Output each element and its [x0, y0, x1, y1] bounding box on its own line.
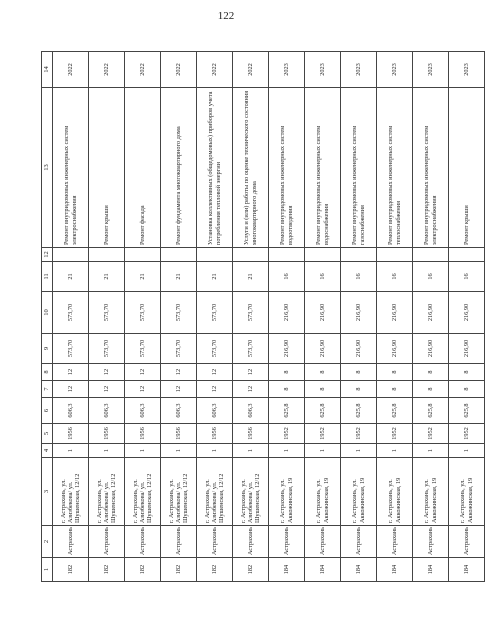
table-cell: [449, 248, 485, 262]
table-cell: 573,70: [125, 292, 161, 334]
table-cell: 21: [233, 262, 269, 292]
table-cell: г. Астрахань, ул. Аккожинская, 19: [305, 458, 341, 526]
table-cell: 8: [449, 381, 485, 398]
column-header-4: 4: [42, 444, 53, 458]
table-cell: [89, 248, 125, 262]
table-cell: г. Астрахань, ул. Азизбекова/ ул. Шушенская, 12/12: [161, 458, 197, 526]
table-cell: 1956: [89, 424, 125, 444]
column-header-1: 1: [42, 558, 53, 582]
table-cell: 625,8: [413, 398, 449, 424]
table-cell: 1: [305, 444, 341, 458]
table-cell: [197, 248, 233, 262]
table-cell: г. Астрахань, ул. Азизбекова/ ул. Шушенская, 12/12: [233, 458, 269, 526]
table-cell: Ремонт внутридомовых инженерных систем водоснабжения: [305, 88, 341, 248]
table-cell: [377, 248, 413, 262]
rotated-table-wrapper: [41, 52, 474, 582]
table-cell: 2022: [125, 52, 161, 88]
table-cell: 21: [197, 262, 233, 292]
table-cell: 184: [269, 558, 305, 582]
table-row: [53, 52, 89, 582]
table-cell: 12: [233, 381, 269, 398]
column-header-9: 9: [42, 334, 53, 364]
table-cell: 8: [305, 381, 341, 398]
table-cell: 216,90: [413, 334, 449, 364]
table-row: [341, 52, 377, 582]
table-cell: 1956: [53, 424, 89, 444]
table-cell: 12: [89, 381, 125, 398]
table-row: [305, 52, 341, 582]
table-row: [233, 52, 269, 582]
table-row: [197, 52, 233, 582]
column-header-7: 7: [42, 381, 53, 398]
column-header-3: 3: [42, 458, 53, 526]
table-cell: Услуги и (или) работы по оценке технического состояния многоквартирного дома: [233, 88, 269, 248]
table-cell: 216,90: [341, 334, 377, 364]
table-cell: 1: [413, 444, 449, 458]
table-cell: 1952: [305, 424, 341, 444]
table-cell: [53, 248, 89, 262]
table-cell: 625,8: [449, 398, 485, 424]
table-cell: 8: [341, 364, 377, 381]
table-cell: 1956: [161, 424, 197, 444]
table-cell: 1952: [377, 424, 413, 444]
table-cell: 1956: [233, 424, 269, 444]
table-cell: 8: [413, 381, 449, 398]
table-cell: Ремонт крыши: [449, 88, 485, 248]
table-cell: 21: [161, 262, 197, 292]
table-cell: 1: [377, 444, 413, 458]
table-cell: 2023: [413, 52, 449, 88]
table-cell: 8: [377, 381, 413, 398]
table-cell: Ремонт внутридомовых инженерных систем теплоснабжения: [377, 88, 413, 248]
table-cell: 8: [269, 381, 305, 398]
table-cell: Астрахань: [449, 526, 485, 558]
table-cell: 182: [233, 558, 269, 582]
table-cell: 182: [125, 558, 161, 582]
table-cell: Астрахань: [89, 526, 125, 558]
table-cell: 1: [161, 444, 197, 458]
table-cell: 606,3: [53, 398, 89, 424]
table-cell: 1: [449, 444, 485, 458]
table-cell: Астрахань: [269, 526, 305, 558]
table-cell: 184: [341, 558, 377, 582]
table-cell: 1: [53, 444, 89, 458]
table-cell: [305, 248, 341, 262]
table-cell: 16: [269, 262, 305, 292]
table-cell: [161, 248, 197, 262]
table-cell: 216,90: [305, 292, 341, 334]
table-cell: 2022: [53, 52, 89, 88]
column-header-6: 6: [42, 398, 53, 424]
table-cell: 216,90: [341, 292, 377, 334]
table-cell: 573,70: [161, 334, 197, 364]
table-cell: 573,70: [89, 334, 125, 364]
table-cell: 184: [377, 558, 413, 582]
table-cell: Астрахань: [233, 526, 269, 558]
table-cell: 216,90: [269, 292, 305, 334]
table-cell: 573,70: [233, 292, 269, 334]
table-cell: 2023: [305, 52, 341, 88]
table-cell: 606,3: [125, 398, 161, 424]
table-cell: Астрахань: [53, 526, 89, 558]
table-cell: Астрахань: [413, 526, 449, 558]
table-cell: 625,8: [269, 398, 305, 424]
column-header-2: 2: [42, 526, 53, 558]
table-cell: 16: [341, 262, 377, 292]
table-cell: Астрахань: [341, 526, 377, 558]
table-cell: 606,3: [161, 398, 197, 424]
table-cell: 573,70: [89, 292, 125, 334]
table-cell: 573,70: [53, 292, 89, 334]
table-cell: 182: [89, 558, 125, 582]
table-cell: г. Астрахань, ул. Аккожинская, 19: [449, 458, 485, 526]
table-cell: 2022: [161, 52, 197, 88]
table-cell: г. Астрахань, ул. Азизбекова/ ул. Шушенская, 12/12: [89, 458, 125, 526]
table-cell: 1: [341, 444, 377, 458]
table-cell: 1952: [413, 424, 449, 444]
table-cell: 182: [197, 558, 233, 582]
table-cell: 216,90: [449, 292, 485, 334]
table-cell: 12: [197, 381, 233, 398]
table-cell: Ремонт фасада: [125, 88, 161, 248]
table-cell: [413, 248, 449, 262]
table-cell: 21: [125, 262, 161, 292]
table-cell: 573,70: [161, 292, 197, 334]
table-row: [269, 52, 305, 582]
table-cell: 2022: [197, 52, 233, 88]
table-row: [89, 52, 125, 582]
capital-repair-table: [41, 51, 485, 582]
table-cell: 12: [89, 364, 125, 381]
table-cell: 573,70: [197, 334, 233, 364]
table-cell: 16: [305, 262, 341, 292]
table-cell: 1952: [269, 424, 305, 444]
table-cell: 2022: [89, 52, 125, 88]
table-cell: г. Астрахань, ул. Аккожинская, 19: [377, 458, 413, 526]
table-cell: 216,90: [377, 334, 413, 364]
table-cell: [269, 248, 305, 262]
table-cell: 12: [53, 381, 89, 398]
column-header-5: 5: [42, 424, 53, 444]
table-cell: 625,8: [377, 398, 413, 424]
table-cell: 184: [305, 558, 341, 582]
table-cell: 573,70: [125, 334, 161, 364]
table-cell: 12: [197, 364, 233, 381]
table-cell: г. Астрахань, ул. Аккожинская, 19: [341, 458, 377, 526]
table-cell: г. Астрахань, ул. Азизбекова/ ул. Шушенская, 12/12: [125, 458, 161, 526]
table-cell: 2023: [269, 52, 305, 88]
table-cell: 573,70: [53, 334, 89, 364]
table-cell: 606,3: [89, 398, 125, 424]
table-cell: 573,70: [197, 292, 233, 334]
table-cell: 606,3: [233, 398, 269, 424]
table-cell: Ремонт фундамента многоквартирного дома: [161, 88, 197, 248]
table-cell: 216,90: [449, 334, 485, 364]
table-cell: 606,3: [197, 398, 233, 424]
table-cell: Астрахань: [197, 526, 233, 558]
table-cell: 1956: [197, 424, 233, 444]
table-cell: Астрахань: [377, 526, 413, 558]
table-cell: 16: [377, 262, 413, 292]
table-cell: 16: [449, 262, 485, 292]
table-cell: [233, 248, 269, 262]
table-cell: Ремонт внутридомовых инженерных систем электроснабжения: [53, 88, 89, 248]
table-cell: 216,90: [377, 292, 413, 334]
table-cell: 12: [125, 364, 161, 381]
column-header-10: 10: [42, 292, 53, 334]
table-cell: 8: [269, 364, 305, 381]
table-cell: Ремонт внутридомовых инженерных систем газоснабжения: [341, 88, 377, 248]
table-row: [449, 52, 485, 582]
table-cell: 625,8: [341, 398, 377, 424]
table-cell: 8: [413, 364, 449, 381]
table-cell: 1: [269, 444, 305, 458]
table-cell: [341, 248, 377, 262]
column-header-12: 12: [42, 248, 53, 262]
table-row: [161, 52, 197, 582]
table-cell: 1956: [125, 424, 161, 444]
table-cell: 12: [125, 381, 161, 398]
table-cell: 182: [161, 558, 197, 582]
table-cell: 1: [233, 444, 269, 458]
table-cell: 21: [89, 262, 125, 292]
table-cell: г. Астрахань, ул. Азизбекова/ ул. Шушенская, 12/12: [53, 458, 89, 526]
table-cell: 2023: [377, 52, 413, 88]
table-cell: Астрахань: [125, 526, 161, 558]
table-cell: 16: [413, 262, 449, 292]
table-cell: 1: [125, 444, 161, 458]
table-cell: 8: [377, 364, 413, 381]
column-header-11: 11: [42, 262, 53, 292]
table-body: [53, 52, 485, 582]
table-cell: Астрахань: [305, 526, 341, 558]
table-cell: 573,70: [233, 334, 269, 364]
column-header-8: 8: [42, 364, 53, 381]
table-cell: 12: [161, 381, 197, 398]
table-cell: 1: [197, 444, 233, 458]
table-cell: 216,90: [269, 334, 305, 364]
table-cell: 1952: [341, 424, 377, 444]
table-cell: 21: [53, 262, 89, 292]
header-row: [42, 52, 53, 582]
table-cell: 2023: [341, 52, 377, 88]
page-number: 122: [217, 10, 235, 22]
table-cell: 12: [53, 364, 89, 381]
table-cell: Ремонт внутридомовых инженерных систем водоотведения: [269, 88, 305, 248]
table-cell: Установка коллективных (общедомовых) приборов учета потребления тепловой энергии: [197, 88, 233, 248]
table-cell: 8: [449, 364, 485, 381]
table-cell: 2023: [449, 52, 485, 88]
table-cell: 2022: [233, 52, 269, 88]
table-cell: Астрахань: [161, 526, 197, 558]
column-header-14: 14: [42, 52, 53, 88]
table-cell: Ремонт внутридомовых инженерных систем электроснабжения: [413, 88, 449, 248]
table-cell: 182: [53, 558, 89, 582]
table-row: [377, 52, 413, 582]
table-cell: 184: [449, 558, 485, 582]
table-cell: 216,90: [305, 334, 341, 364]
table-row: [125, 52, 161, 582]
table-cell: 216,90: [413, 292, 449, 334]
table-row: [413, 52, 449, 582]
table-cell: 12: [161, 364, 197, 381]
table-cell: 8: [341, 381, 377, 398]
table-cell: 1: [89, 444, 125, 458]
table-cell: г. Астрахань, ул. Аккожинская, 19: [269, 458, 305, 526]
column-header-13: 13: [42, 88, 53, 248]
table-cell: 184: [413, 558, 449, 582]
table-cell: г. Астрахань, ул. Аккожинская, 19: [413, 458, 449, 526]
table-cell: 1952: [449, 424, 485, 444]
table-cell: [125, 248, 161, 262]
table-cell: 625,8: [305, 398, 341, 424]
table-cell: г. Астрахань, ул. Азизбекова/ ул. Шушенская, 12/12: [197, 458, 233, 526]
table-cell: Ремонт крыши: [89, 88, 125, 248]
table-cell: 12: [233, 364, 269, 381]
table-cell: 8: [305, 364, 341, 381]
